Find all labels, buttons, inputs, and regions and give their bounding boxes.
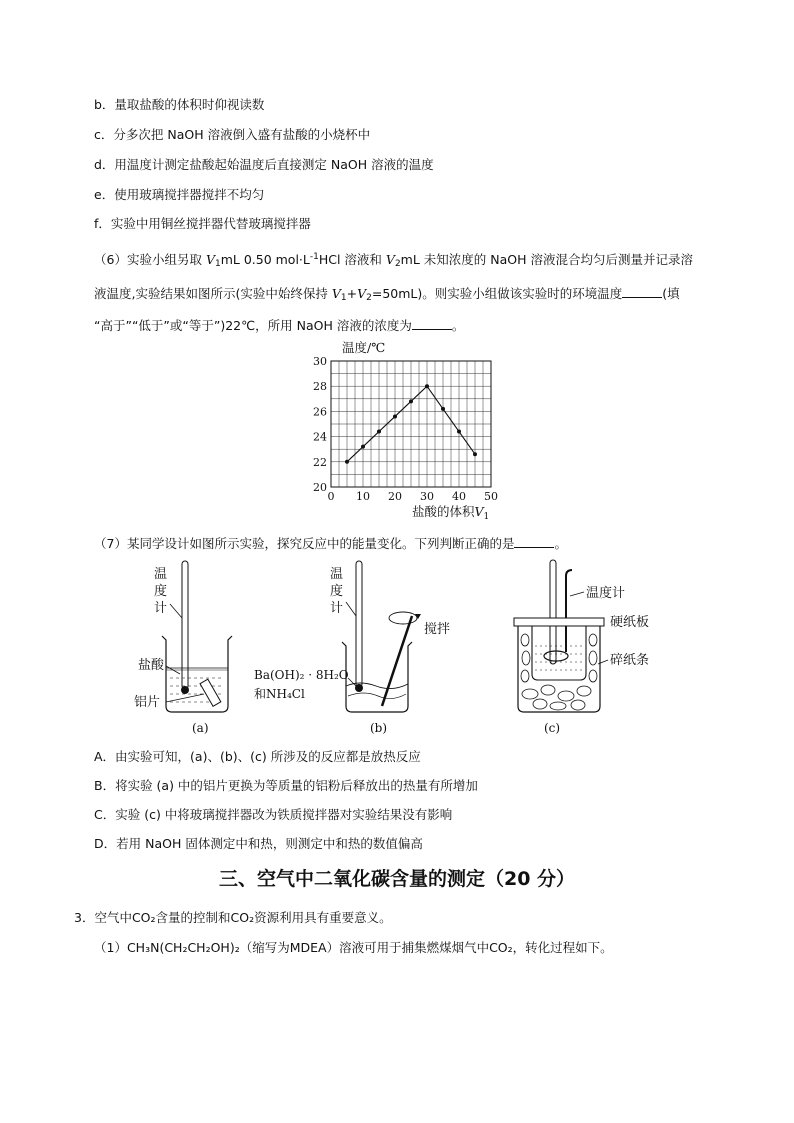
x-tick-label: 30 — [420, 490, 434, 503]
q7-option-b: B．将实验 (a) 中的铝片更换为等质量的铝粉后释放出的热量有所增加 — [94, 778, 478, 793]
option-d: d．用温度计测定盐酸起始温度后直接测定 NaOH 溶液的温度 — [94, 157, 434, 172]
data-point — [409, 399, 413, 403]
y-tick-label: 30 — [313, 355, 327, 368]
y-tick-label: 22 — [313, 455, 327, 469]
option-c: c．分多次把 NaOH 溶液倒入盛有盐酸的小烧杯中 — [94, 127, 371, 142]
data-point — [393, 414, 397, 418]
option-f: f．实验中用铜丝搅拌器代替玻璃搅拌器 — [94, 216, 311, 231]
fig-a-thermo-label-1: 温 — [154, 567, 168, 582]
x-tick-label: 10 — [356, 490, 370, 503]
data-point — [361, 445, 365, 449]
fig-b-caption: (b) — [370, 721, 388, 735]
y-tick-label: 24 — [313, 430, 327, 444]
fig-a-aluminium-foil — [200, 679, 221, 706]
q6-line-3: “高于”“低于”或“等于”)22℃，所用 NaOH 溶液的浓度为 。 — [94, 318, 465, 333]
fig-b-thermo-label-3: 计 — [330, 601, 344, 616]
data-point — [345, 460, 349, 464]
fig-c-inner-beaker — [532, 626, 586, 680]
figure-a — [134, 561, 232, 735]
data-point — [473, 452, 477, 456]
y-tick-label: 28 — [313, 380, 327, 394]
y-tick-label: 20 — [313, 481, 327, 494]
chart-grid — [331, 361, 491, 487]
q6-line-2: 液温度,实验结果如图所示(实验中始终保持 $V_1+V_2=50mL$)。则实验小组做该实验时的环境温度 (填 — [94, 286, 680, 303]
x-tick-label: 40 — [452, 490, 466, 503]
fig-b-thermometer — [356, 561, 362, 687]
chart-ticks — [313, 355, 498, 503]
x-tick-label: 50 — [484, 490, 498, 503]
data-point — [377, 430, 381, 434]
data-point — [425, 384, 429, 388]
option-e: e．使用玻璃搅拌器搅拌不均匀 — [94, 187, 265, 202]
q3-stem: 3．空气中CO₂含量的控制和CO₂资源利用具有重要意义。 — [74, 910, 392, 925]
y-tick-label: 26 — [313, 405, 327, 419]
fig-c-cardboard — [514, 618, 604, 626]
q7-option-a: A．由实验可知，(a)、(b)、(c) 所涉及的反应都是放热反应 — [94, 749, 421, 764]
fig-b-reagent-label-2: 和NH₄Cl — [254, 687, 305, 701]
fig-b-beaker — [342, 642, 412, 712]
q7-option-d: D．若用 NaOH 固体测定中和热，则测定中和热的数值偏高 — [94, 836, 423, 851]
answer-blank-env-temp — [622, 286, 662, 298]
fig-c-thermo-label: 温度计 — [586, 586, 626, 601]
x-tick-label: 20 — [388, 490, 402, 503]
fig-c-board-label: 硬纸板 — [610, 615, 650, 630]
q7-stem: （7）某同学设计如图所示实验，探究反应中的能量变化。下列判断正确的是 。 — [94, 536, 567, 551]
data-point — [441, 407, 445, 411]
fig-c-paper-label: 碎纸条 — [610, 653, 650, 668]
temperature-chart — [300, 336, 520, 521]
fig-a-thermo-label-3: 计 — [154, 601, 168, 616]
fig-c-caption: (c) — [544, 721, 561, 735]
fig-c-stirrer — [566, 570, 572, 652]
answer-blank-q7 — [514, 536, 554, 548]
option-b: b．量取盐酸的体积时仰视读数 — [94, 97, 265, 112]
fig-a-thermo-label-2: 度 — [154, 584, 168, 599]
fig-a-caption: (a) — [192, 721, 209, 735]
figure-c — [514, 560, 649, 735]
q7-option-c: C．实验 (c) 中将玻璃搅拌器改为铁质搅拌器对实验结果没有影响 — [94, 807, 453, 822]
apparatus-figures — [120, 556, 680, 741]
fig-a-acid-label: 盐酸 — [138, 658, 165, 673]
chart-y-label: 温度/℃ — [342, 340, 386, 355]
q3-part-1: （1）CH₃N(CH₂CH₂OH)₂（缩写为MDEA）溶液可用于捕集燃煤烟气中CO₂，转化过程如下。 — [94, 940, 613, 955]
section-title: 三、空气中二氧化碳含量的测定（20 分） — [218, 868, 576, 890]
data-point — [457, 430, 461, 434]
x-tick-label: 0 — [327, 490, 335, 503]
fig-b-thermo-label-2: 度 — [330, 584, 344, 599]
chart-x-label: 盐酸的体积$V_1$ — [412, 504, 490, 521]
fig-b-stir-label: 搅拌 — [424, 622, 451, 637]
q6-line-1: （6）实验小组另取 $V_1mL$ 0.50 $mol\cdot L^{-1}HCl$ 溶液和 $V_2mL$ 未知浓度的 NaOH 溶液混合均匀后测量并记录溶 — [94, 252, 693, 269]
fig-b-reagent-label-1: Ba(OH)₂ · 8H₂O — [254, 668, 349, 682]
fig-b-thermo-label-1: 温 — [330, 567, 344, 582]
answer-blank-naoh-concentration — [412, 318, 452, 330]
fig-c-thermometer — [550, 560, 556, 664]
figure-b — [254, 561, 450, 735]
fig-a-foil-label: 铝片 — [134, 695, 161, 710]
